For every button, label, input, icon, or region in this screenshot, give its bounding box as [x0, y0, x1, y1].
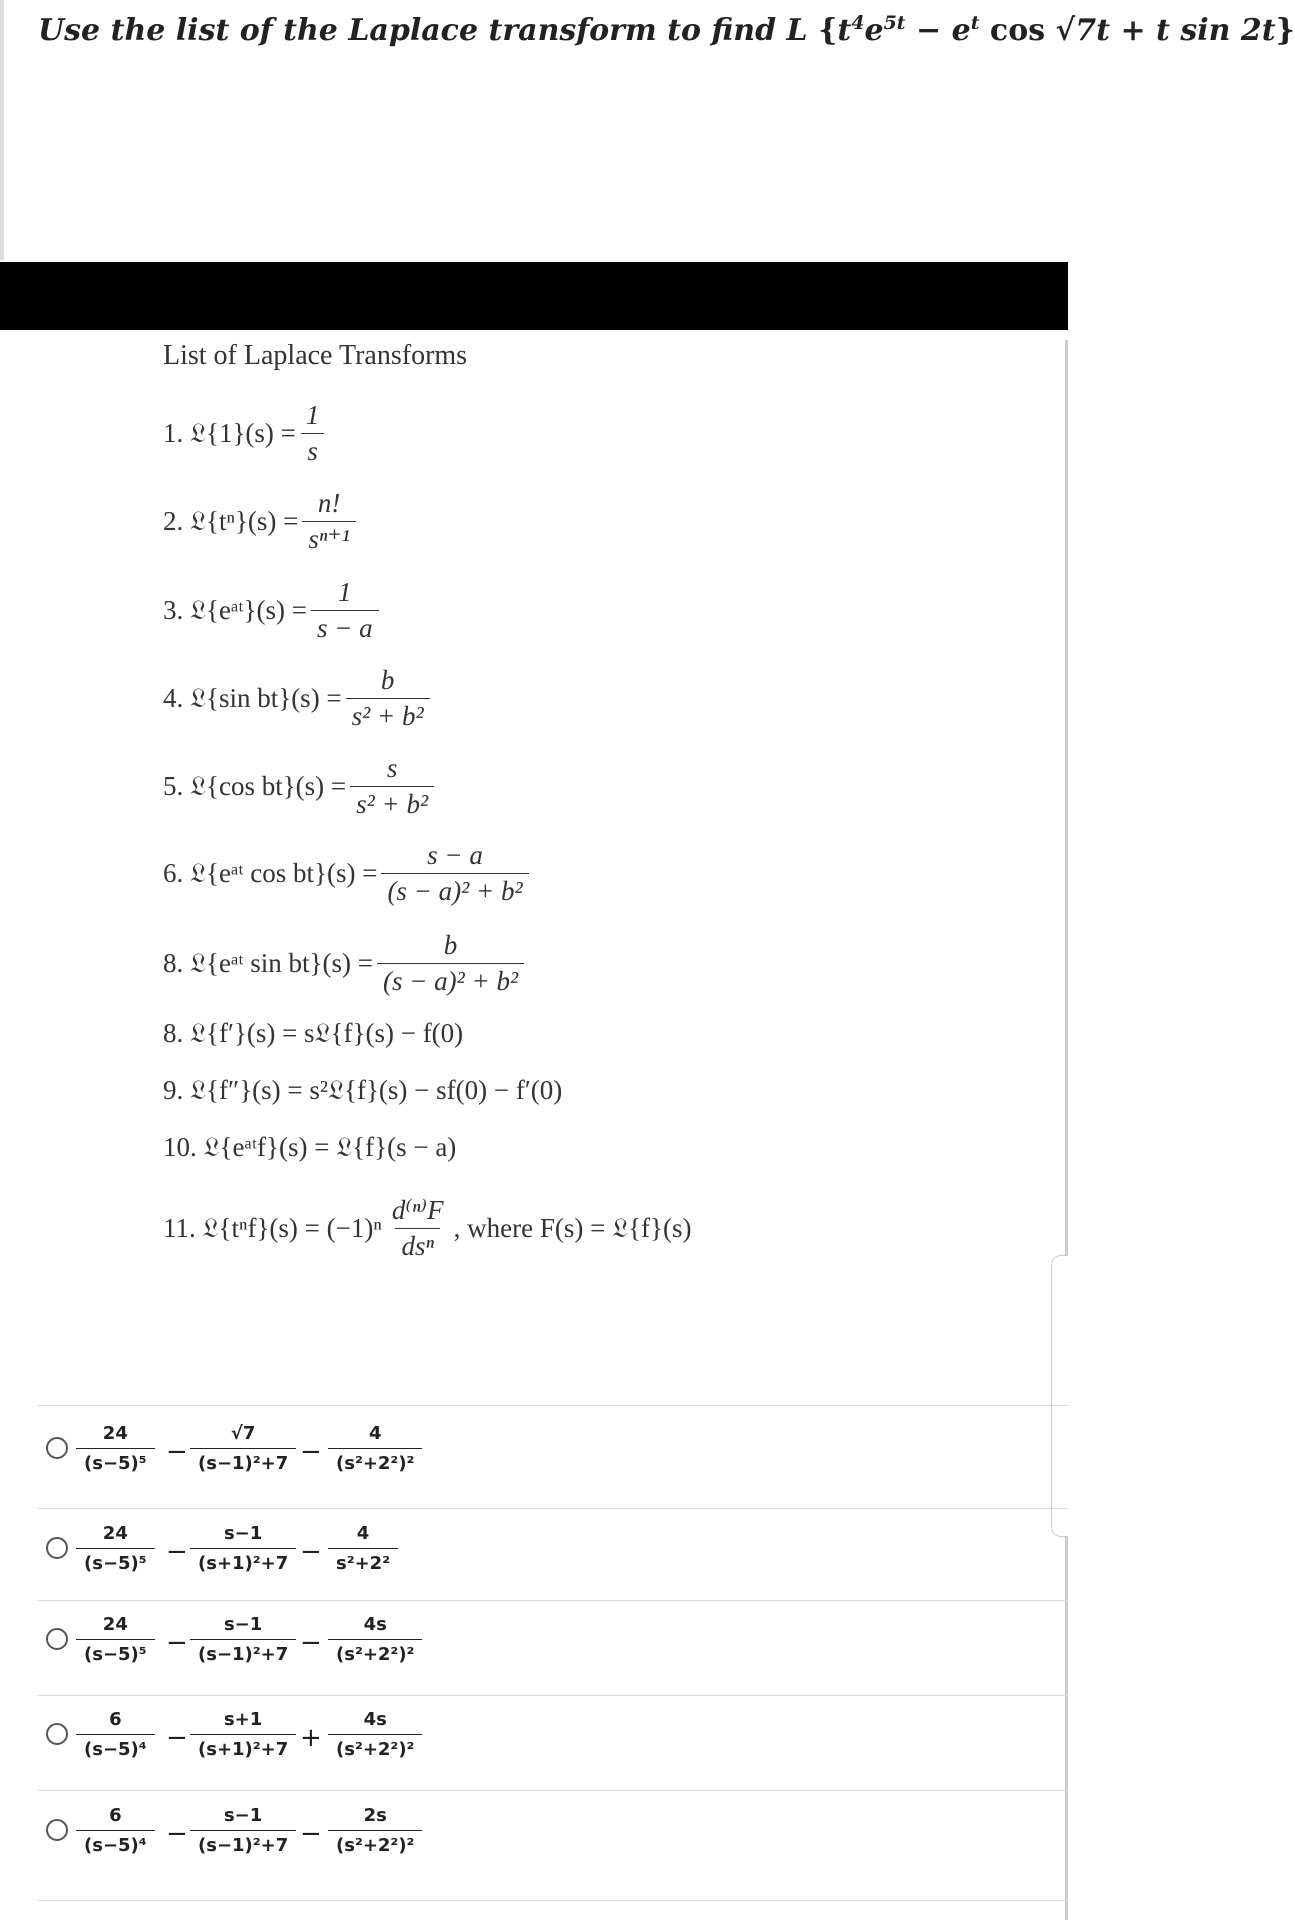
- question-e-exponent: 5t: [883, 12, 906, 34]
- option-operator-2: −: [300, 1819, 322, 1849]
- term-denominator: (s−5)⁴: [76, 1830, 155, 1856]
- laplace-item-10: 10. 𝔏{eᵃᵗf}(s) = 𝔏{f}(s − a): [163, 1132, 457, 1162]
- fraction-numerator: n!: [317, 488, 341, 518]
- radio-button[interactable]: [46, 1628, 68, 1650]
- option-divider: [38, 1508, 1068, 1509]
- option-term-2: [190, 1805, 296, 1856]
- fraction-denominator: sⁿ⁺¹: [302, 521, 355, 555]
- term-numerator: 24: [102, 1523, 128, 1544]
- fraction: [302, 488, 355, 555]
- question-e2-exponent: t: [970, 12, 980, 34]
- question-cos: cos: [979, 13, 1056, 48]
- laplace-item-lhs: 11. 𝔏{tⁿf}(s) = (−1)ⁿ: [163, 1212, 382, 1243]
- term-numerator: 6: [109, 1805, 122, 1826]
- option-term-1: [76, 1523, 155, 1574]
- question-brace-right: }: [1275, 13, 1295, 48]
- fraction-denominator: s² + b²: [350, 786, 434, 820]
- redaction-bar: [0, 262, 1068, 330]
- term-denominator: (s−5)⁵: [76, 1448, 155, 1474]
- fraction: [386, 1195, 450, 1262]
- question-minus: −: [905, 13, 952, 48]
- option-divider: [38, 1600, 1068, 1601]
- fraction-numerator: b: [380, 665, 395, 695]
- question-t-exponent: 4: [851, 12, 865, 34]
- radio-button[interactable]: [46, 1723, 68, 1745]
- option-term-3: [328, 1709, 422, 1760]
- fraction-numerator: d⁽ⁿ⁾F: [391, 1195, 444, 1225]
- fraction-denominator: dsⁿ: [395, 1228, 440, 1262]
- laplace-item-lhs: 8. 𝔏{eᵃᵗ sin bt}(s) =: [163, 947, 373, 978]
- option-term-1: [76, 1709, 155, 1760]
- fraction-denominator: s − a: [311, 610, 379, 644]
- option-term-3: [328, 1805, 422, 1856]
- fraction: [350, 753, 434, 820]
- option-operator-1: −: [166, 1819, 188, 1849]
- option-term-3: [328, 1614, 422, 1665]
- laplace-item-lhs: 5. 𝔏{cos bt}(s) =: [163, 770, 347, 801]
- term-numerator: s−1: [223, 1614, 263, 1635]
- term-numerator: 2s: [363, 1805, 387, 1826]
- term-denominator: (s−1)²+7: [190, 1639, 296, 1665]
- option-operator-1: −: [166, 1628, 188, 1658]
- term-denominator: (s+1)²+7: [190, 1548, 296, 1574]
- term-denominator: (s+1)²+7: [190, 1734, 296, 1760]
- fraction: [311, 577, 379, 644]
- option-operator-1: −: [166, 1537, 188, 1567]
- laplace-item-5: [163, 753, 438, 820]
- option-term-2: [190, 1523, 296, 1574]
- option-term-1: [76, 1614, 155, 1665]
- option-term-1: [76, 1805, 155, 1856]
- question-text: [38, 12, 1295, 48]
- laplace-item-11: [163, 1195, 691, 1262]
- term-denominator: (s−1)²+7: [190, 1448, 296, 1474]
- term-denominator: (s−5)⁴: [76, 1734, 155, 1760]
- term-denominator: (s−1)²+7: [190, 1830, 296, 1856]
- option-term-3: [328, 1523, 398, 1574]
- term-denominator: (s²+2²)²: [328, 1830, 422, 1856]
- term-denominator: (s−5)⁵: [76, 1548, 155, 1574]
- laplace-item-6: [163, 840, 533, 907]
- fraction: [346, 665, 430, 732]
- question-plus-tsin: + t sin 2t: [1110, 13, 1276, 48]
- laplace-item-4: [163, 665, 434, 732]
- answer-option-5[interactable]: [38, 1799, 1068, 1889]
- answer-option-2[interactable]: [38, 1517, 1068, 1607]
- laplace-item-3: [163, 577, 383, 644]
- question-brace-left: {: [818, 13, 838, 48]
- laplace-item-suffix: , where F(s) = 𝔏{f}(s): [453, 1212, 692, 1243]
- term-denominator: (s²+2²)²: [328, 1639, 422, 1665]
- term-numerator: 24: [102, 1423, 128, 1444]
- question-prefix: Use the list of the Laplace transform to find L: [38, 13, 808, 48]
- fraction-numerator: b: [443, 930, 458, 960]
- laplace-item-1: [163, 400, 329, 467]
- term-numerator: 6: [109, 1709, 122, 1730]
- laplace-item-2: [163, 488, 360, 555]
- answer-option-3[interactable]: [38, 1608, 1068, 1698]
- laplace-item-lhs: 3. 𝔏{eᵃᵗ}(s) =: [163, 594, 307, 625]
- option-divider: [38, 1695, 1068, 1696]
- term-numerator: 4: [368, 1423, 382, 1444]
- option-operator-1: −: [166, 1723, 188, 1753]
- option-term-2: [190, 1614, 296, 1665]
- laplace-item-lhs: 6. 𝔏{eᵃᵗ cos bt}(s) =: [163, 857, 378, 888]
- fraction-numerator: s: [386, 753, 398, 783]
- fraction-numerator: 1: [338, 577, 352, 607]
- term-denominator: (s²+2²)²: [328, 1448, 422, 1474]
- laplace-list-title: List of Laplace Transforms: [163, 340, 468, 371]
- fraction-numerator: s − a: [427, 840, 483, 870]
- fraction-denominator: s: [301, 433, 324, 467]
- question-sqrt: √7t: [1055, 13, 1110, 48]
- option-term-2: [190, 1709, 296, 1760]
- fraction: [300, 400, 326, 467]
- option-operator-2: −: [300, 1437, 322, 1467]
- question-t: t: [837, 13, 852, 48]
- page-frame-left: [0, 0, 4, 260]
- fraction-denominator: (s − a)² + b²: [381, 873, 528, 907]
- option-operator-2: −: [300, 1537, 322, 1567]
- term-numerator: 4s: [363, 1614, 387, 1635]
- laplace-item-lhs: 4. 𝔏{sin bt}(s) =: [163, 682, 342, 713]
- fraction-denominator: (s − a)² + b²: [377, 963, 524, 997]
- term-numerator: s+1: [223, 1709, 263, 1730]
- laplace-item-7: [163, 930, 528, 997]
- term-denominator: (s−5)⁵: [76, 1639, 155, 1665]
- option-operator-2: −: [300, 1628, 322, 1658]
- laplace-item-lhs: 2. 𝔏{tⁿ}(s) =: [163, 505, 299, 536]
- laplace-item-lhs: 1. 𝔏{1}(s) =: [163, 417, 296, 448]
- term-denominator: (s²+2²)²: [328, 1734, 422, 1760]
- term-numerator: s−1: [223, 1523, 263, 1544]
- radio-button[interactable]: [46, 1537, 68, 1559]
- fraction: [377, 930, 524, 997]
- fraction-denominator: s² + b²: [346, 698, 430, 732]
- option-divider: [38, 1790, 1068, 1791]
- option-operator-1: −: [166, 1437, 188, 1467]
- laplace-item-9: 9. 𝔏{f″}(s) = s²𝔏{f}(s) − sf(0) − f′(0): [163, 1075, 563, 1105]
- radio-button[interactable]: [46, 1437, 68, 1459]
- option-term-2: [190, 1423, 296, 1474]
- option-divider: [38, 1900, 1068, 1901]
- term-numerator: √7: [230, 1423, 256, 1444]
- term-numerator: s−1: [223, 1805, 263, 1826]
- question-e: e: [864, 13, 884, 48]
- term-numerator: 4: [356, 1523, 370, 1544]
- term-denominator: s²+2²: [328, 1548, 398, 1574]
- radio-button[interactable]: [46, 1819, 68, 1841]
- term-numerator: 24: [102, 1614, 128, 1635]
- term-numerator: 4s: [363, 1709, 387, 1730]
- option-divider: [38, 1405, 1068, 1406]
- option-operator-2: +: [300, 1723, 322, 1753]
- fraction-numerator: 1: [305, 400, 320, 430]
- laplace-item-8: 8. 𝔏{f′}(s) = s𝔏{f}(s) − f(0): [163, 1018, 464, 1048]
- option-term-3: [328, 1423, 422, 1474]
- answer-option-4[interactable]: [38, 1703, 1068, 1793]
- answer-option-1[interactable]: [38, 1417, 1068, 1507]
- option-term-1: [76, 1423, 155, 1474]
- fraction: [381, 840, 528, 907]
- question-e2: e: [951, 13, 971, 48]
